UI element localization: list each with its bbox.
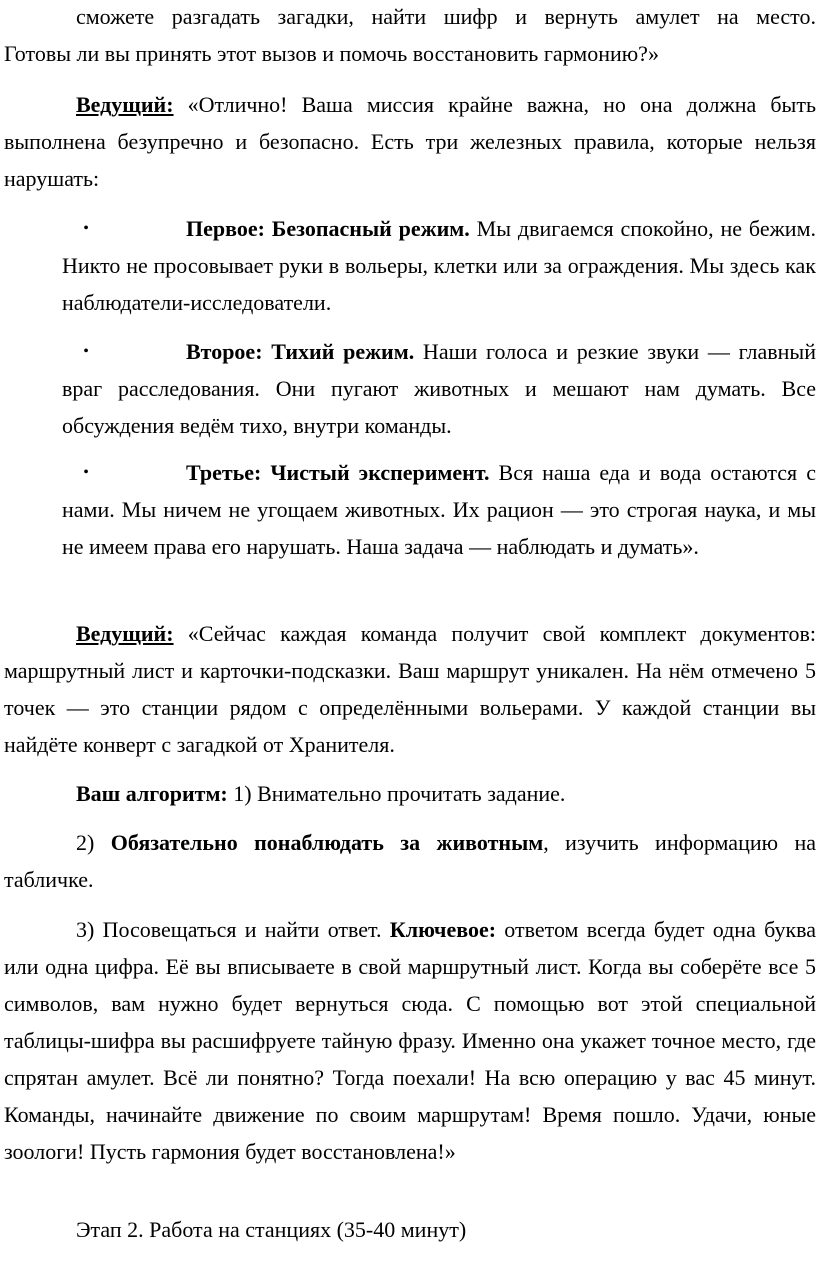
paragraph-host-2 [4,615,816,763]
rule-title: Второе: Тихий режим. [186,339,415,364]
speech-text: «Сейчас каждая команда получит свой комплект документов: маршрутный лист и карточки-подсказки. Ваш маршрут уникален. На нём отмечено 5 точек — это станции рядом с определёнными вольерами. У каждой станции вы найдёте конверт с загадкой от Хранителя. [4,621,816,757]
rule-text: Наши голоса и резкие звуки — главный враг расследования. Они пугают животных и мешают нам думать. Все обсуждения ведём тихо, внутри команды. [62,339,816,438]
algorithm-step: 1) Внимательно прочитать задание. [227,781,566,806]
step-text: , изучить информацию на табличке. [4,830,816,892]
speaker-label: Ведущий: [76,621,174,646]
stage-heading: Этап 2. Работа на станциях (35-40 минут) [76,1217,467,1242]
step-text: 3) Посовещаться и найти ответ. [76,917,390,942]
text-line: сможете разгадать загадки, найти шифр и вернуть амулет на место. [76,4,816,29]
list-item-rule-3 [62,454,816,565]
step-emphasis: Обязательно понаблюдать за животным [110,830,544,855]
speaker-label: Ведущий: [76,92,174,117]
paragraph-algorithm [4,775,816,812]
paragraph-intro-end [4,0,816,72]
step-text: ответом всегда будет одна буква или одна цифра. Её вы вписываете в свой маршрутный лист. Когда вы соберёте все 5 символов, вам нужно будет вернуться сюда. С помощью вот этой специальной таблицы-шифра вы расшифруете тайную фразу. Именно она укажет точное место, где спрятан амулет. Всё ли понятно? Тогда поехали! На всю операцию у вас 45 минут. Команды, начинайте движение по своим маршрутам! Время пошло. Удачи, юные зоологи! Пусть гармония будет восстановлена!» [4,917,816,1164]
speech-text: «Отлично! Ваша миссия крайне важна, но она должна быть выполнена безупречно и безопасно. Есть три железных правила, которые нельзя нарушать: [4,92,816,191]
list-item-rule-1 [62,210,816,321]
paragraph-stage-2 [4,1211,816,1248]
bullet-icon: • [83,220,89,237]
rule-title: Первое: Безопасный режим. [186,216,470,241]
text-line: Готовы ли вы принять этот вызов и помочь восстановить гармонию?» [4,41,659,66]
algorithm-label: Ваш алгоритм: [76,781,228,806]
paragraph-host-1 [4,86,816,197]
rule-text: Вся наша еда и вода остаются с нами. Мы ничем не угощаем животных. Их рацион — это строгая наука, и мы не имеем права его нарушать. Наша задача — наблюдать и думать». [62,460,816,559]
paragraph-step-3 [4,911,816,1170]
step-number: 2) [76,830,111,855]
bullet-icon: • [83,343,89,360]
rule-title: Третье: Чистый эксперимент. [186,460,490,485]
list-item-rule-2 [62,333,816,444]
rule-text: Мы двигаемся спокойно, не бежим. Никто не просовывает руки в вольеры, клетки или за ограждения. Мы здесь как наблюдатели-исследователи. [62,216,816,315]
bullet-icon: • [83,464,89,481]
key-label: Ключевое: [389,917,497,942]
paragraph-step-2 [4,824,816,898]
